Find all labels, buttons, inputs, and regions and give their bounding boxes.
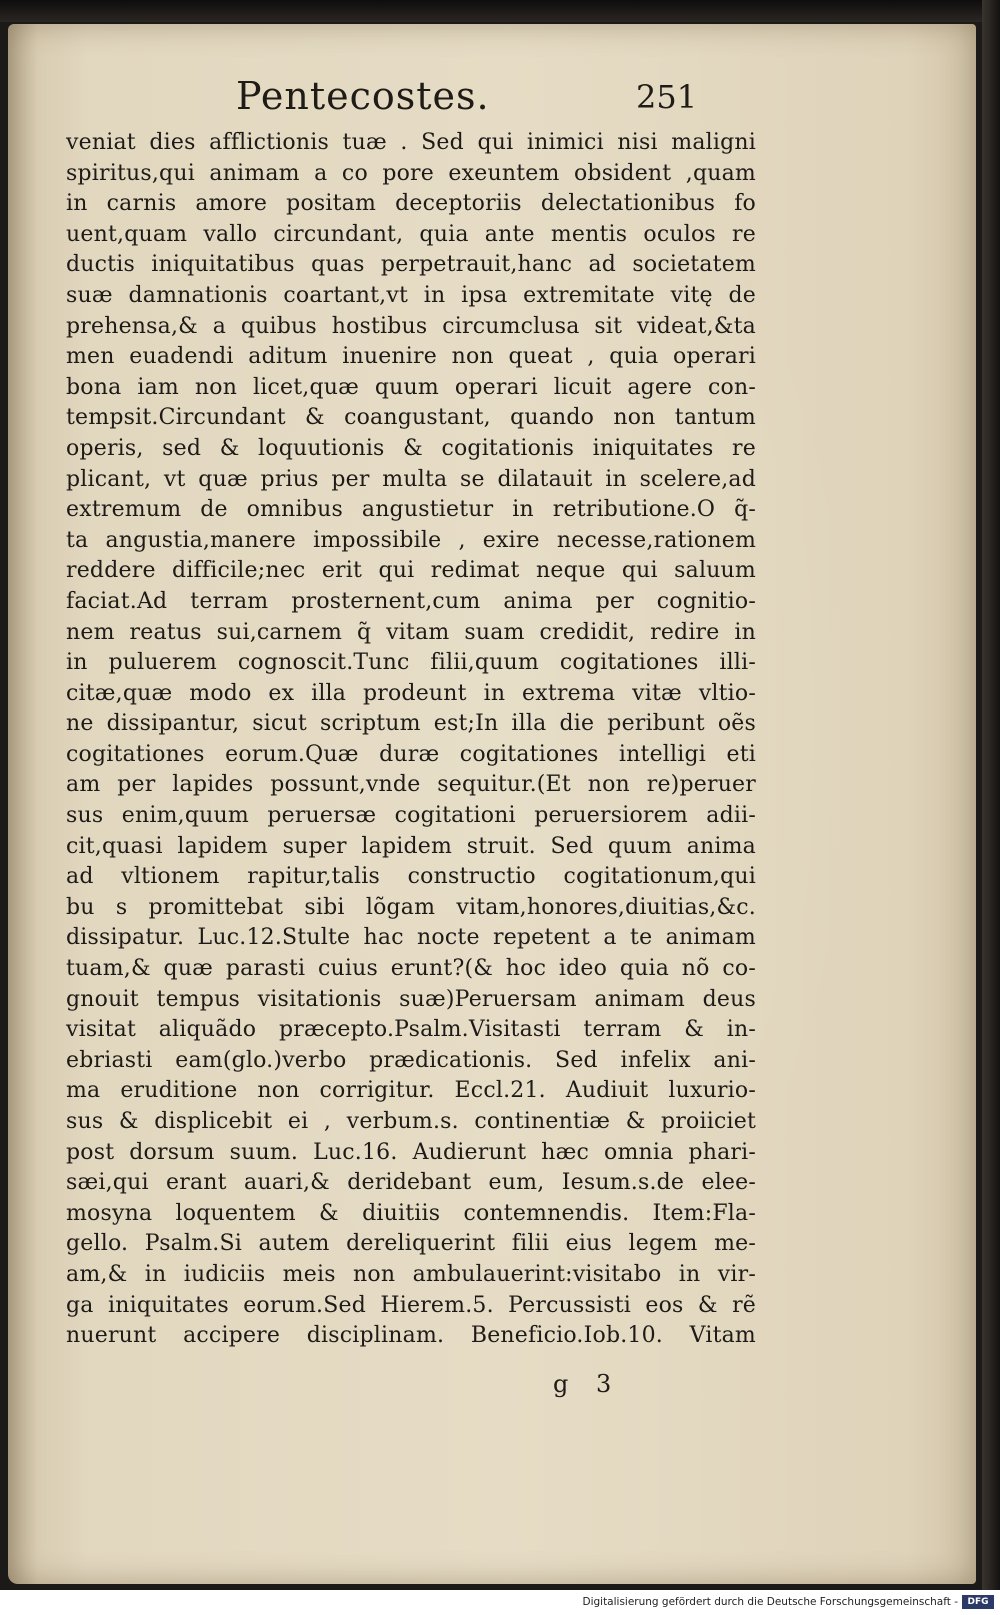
folio-number: 251 (636, 78, 698, 116)
text-line: post dorsum suum. Luc.16. Audierunt hæc omnia phari- (66, 1139, 756, 1165)
text-line: nuerunt accipere disciplinam. Beneficio.Iob.10. Vitam (66, 1323, 756, 1349)
text-line: visitat aliquãdo præcepto.Psalm.Visitasti terram & in- (66, 1017, 756, 1043)
text-line: ebriasti eam(glo.)verbo prædicationis. Sed infelix ani- (66, 1047, 756, 1073)
text-line: bona iam non licet,quæ quum operari licuit agere con- (66, 374, 756, 400)
text-line: in carnis amore positam deceptoriis delectationibus fo (66, 191, 756, 217)
running-head (8, 74, 976, 120)
text-line: gnouit tempus visitationis suæ)Peruersam animam deus (66, 986, 756, 1012)
book-page (8, 24, 976, 1584)
text-line: ma eruditione non corrigitur. Eccl.21. Audiuit luxurio- (66, 1078, 756, 1104)
text-line: sæi,qui erant auari,& deridebant eum, Iesum.s.de elee- (66, 1170, 756, 1196)
page-content (8, 24, 976, 1584)
text-line: ga iniquitates eorum.Sed Hierem.5. Percussisti eos & rẽ (66, 1292, 756, 1318)
body-text (66, 128, 756, 1352)
text-line: bu s promittebat sibi lõgam vitam,honores,diuitias,&c. (66, 894, 756, 920)
scan-right-edge (982, 0, 1000, 1590)
scan-top-edge (0, 0, 1000, 22)
funding-credit: Digitalisierung gefördert durch die Deutsche Forschungsgemeinschaft - (582, 1596, 958, 1608)
text-line: ad vltionem rapitur,talis constructio cogitationum,qui (66, 864, 756, 890)
text-line: ne dissipantur, sicut scriptum est;In illa die peribunt oẽs (66, 711, 756, 737)
text-line: ductis iniquitatibus quas perpetrauit,hanc ad societatem (66, 252, 756, 278)
text-line: cit,quasi lapidem super lapidem struit. Sed quum anima (66, 833, 756, 859)
text-line: tuam,& quæ parasti cuius erunt?(& hoc ideo quia nõ co- (66, 956, 756, 982)
text-line: ta angustia,manere impossibile , exire necesse,rationem (66, 527, 756, 553)
text-line: men euadendi aditum inuenire non queat , quia operari (66, 344, 756, 370)
text-line: dissipatur. Luc.12.Stulte hac nocte repetent a te animam (66, 925, 756, 951)
text-line: prehensa,& a quibus hostibus circumclusa sit videat,&ta (66, 313, 756, 339)
text-line: extremum de omnibus angustietur in retributione.O q̃- (66, 497, 756, 523)
text-line: cogitationes eorum.Quæ duræ cogitationes intelligi eti (66, 741, 756, 767)
text-line: citæ,quæ modo ex illa prodeunt in extrema vitæ vltio- (66, 680, 756, 706)
text-line: sus & displicebit ei , verbum.s. continentiæ & proiiciet (66, 1109, 756, 1134)
text-line: tempsit.Circundant & coangustant, quando non tantum (66, 405, 756, 431)
text-line: mosyna loquentem & diuitiis contemnendis. Item:Fla- (66, 1200, 756, 1226)
text-line: operis, sed & loquutionis & cogitationis iniquitates re (66, 435, 756, 461)
text-line: faciat.Ad terram prosternent,cum anima per cognitio- (66, 588, 756, 614)
text-line: gello. Psalm.Si autem dereliquerint filii eius legem me- (66, 1231, 756, 1257)
text-line: in puluerem cognoscit.Tunc filii,quum cogitationes illi- (66, 650, 756, 676)
dfg-logo: DFG (962, 1595, 994, 1609)
text-line: suæ damnationis coartant,vt in ipsa extremitate vitę de (66, 282, 756, 308)
digitization-footer (0, 1590, 1000, 1615)
text-line: am per lapides possunt,vnde sequitur.(Et non re)peruer (66, 772, 756, 798)
text-line: spiritus,qui animam a co pore exeuntem obsident ,quam (66, 160, 756, 186)
signature-mark: g 3 (553, 1370, 622, 1398)
text-line: nem reatus sui,carnem q̃ vitam suam credidit, redire in (66, 619, 756, 645)
text-line: uent,quam vallo circundant, quia ante mentis oculos re (66, 221, 756, 247)
text-line: sus enim,quum peruersæ cogitationi peruersiorem adii- (66, 803, 756, 829)
text-line: veniat dies afflictionis tuæ . Sed qui inimici nisi maligni (66, 130, 756, 155)
running-head-title: Pentecostes. (236, 74, 490, 118)
text-line: plicant, vt quæ prius per multa se dilatauit in scelere,ad (66, 466, 756, 492)
text-line: reddere difficile;nec erit qui redimat neque qui saluum (66, 558, 756, 584)
text-line: am,& in iudiciis meis non ambulauerint:visitabo in vir- (66, 1261, 756, 1287)
